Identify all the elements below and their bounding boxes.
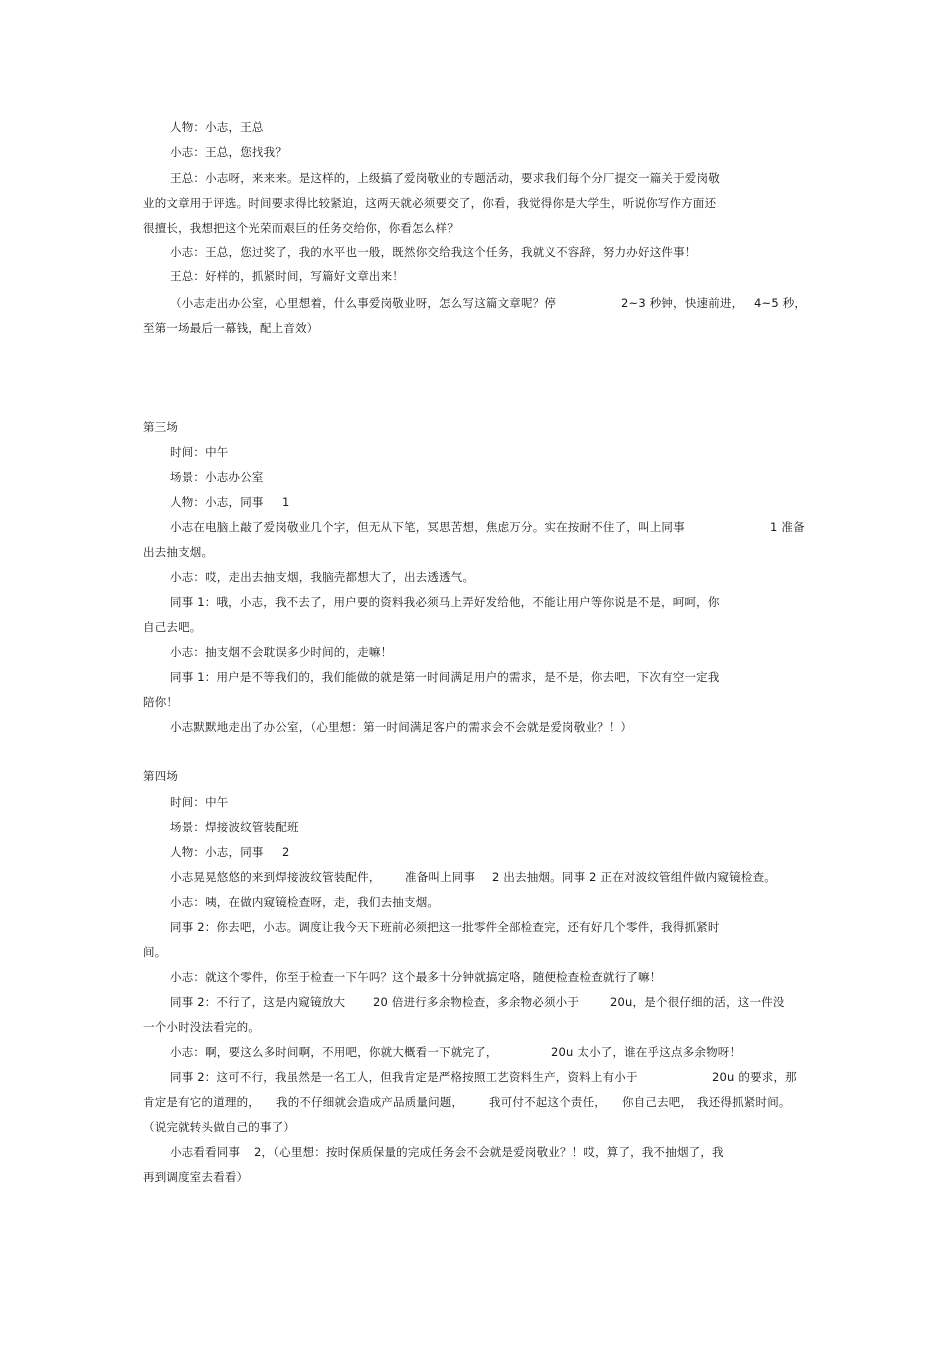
stage-direction: （说完就转头做自己的事了） [143,1120,296,1134]
dialogue-line: 间。 [143,945,167,959]
dialogue-line: 很擅长，我想把这个光荣而艰巨的任务交给你，你看怎么样？ [143,221,459,235]
dialogue-line: 小志：就这个零件，你至于检查一下午吗？这个最多十分钟就搞定咯，随便检查检查就行了嘛！ [170,970,662,984]
dialogue-line: 一个小时没法看完的。 [143,1020,260,1034]
narration-line-part: 1 准备 [770,520,805,534]
dialogue-line-part: 我还得抓紧时间。 [697,1095,791,1109]
narration-line: 小志晃晃悠悠的来到焊接波纹管装配件， [170,870,381,884]
dialogue-line: 小志：咦，在做内窥镜检查呀，走，我们去抽支烟。 [170,895,440,909]
scene-heading: 第三场 [143,420,179,434]
stage-direction-part: 4~5 秒， [754,296,807,310]
characters-line: 人物：小志，同事 [170,495,264,509]
dialogue-line: 小志：抽支烟不会耽误多少时间的，走嘛！ [170,645,393,659]
dialogue-line: 陪你！ [143,695,179,709]
stage-direction: 至第一场最后一幕钱，配上音效） [143,321,319,335]
dialogue-line: 同事 2：这可不行，我虽然是一名工人，但我肯定是严格按照工艺资料生产，资料上有小于 [170,1070,638,1084]
scene-time: 时间：中午 [170,445,229,459]
dialogue-line: 同事 2：不行了，这是内窥镜放大 [170,995,346,1009]
dialogue-line-part: 你自己去吧， [622,1095,693,1109]
stage-direction-part: 2~3 秒钟，快速前进， [621,296,744,310]
dialogue-line-part: 20u 太小了，谁在乎这点多余物呀！ [551,1045,742,1059]
dialogue-line: 王总：小志呀，来来来。是这样的，上级搞了爱岗敬业的专题活动，要求我们每个分厂提交一篇关于爱岗敬 [170,171,720,185]
narration-line-part: 2，（心里想：按时保质保量的完成任务会不会就是爱岗敬业？！哎，算了，我不抽烟了，我 [254,1145,724,1159]
characters-line: 人物：小志，王总 [170,120,264,134]
dialogue-line: 同事 2：你去吧，小志。调度让我今天下班前必须把这一批零件全部检查完，还有好几个零件，我得抓紧时 [170,920,720,934]
dialogue-line: 小志：哎，走出去抽支烟，我脑壳都想大了，出去透透气。 [170,570,475,584]
narration-line: 小志在电脑上敲了爱岗敬业几个字，但无从下笔，冥思苦想，焦虑万分。实在按耐不住了，叫上同事 [170,520,685,534]
dialogue-line-part: 我的不仔细就会造成产品质量问题， [276,1095,464,1109]
stage-direction: （小志走出办公室，心里想着，什么事爱岗敬业呀，怎么写这篇文章呢？停 [170,296,557,310]
characters-line-part: 2 [282,845,290,859]
dialogue-line: 小志：王总，您过奖了，我的水平也一般，既然你交给我这个任务，我就义不容辞，努力办好这件事！ [170,245,697,259]
dialogue-line: 肯定是有它的道理的， [143,1095,260,1109]
dialogue-line: 小志：啊，要这么多时间啊，不用吧，你就大概看一下就完了， [170,1045,498,1059]
scene-place: 场景：小志办公室 [170,470,264,484]
dialogue-line: 同事 1：用户是不等我们的，我们能做的就是第一时间满足用户的需求，是不是，你去吧，下次有空一定我 [170,670,720,684]
dialogue-line: 业的文章用于评选。时间要求得比较紧迫，这两天就必须要交了，你看，我觉得你是大学生，听说你写作方面还 [143,196,717,210]
dialogue-line: 小志：王总，您找我？ [170,145,287,159]
characters-line-part: 1 [282,495,290,509]
dialogue-line-part: 20 倍进行多余物检查，多余物必须小于 [373,995,580,1009]
scene-place: 场景：焊接波纹管装配班 [170,820,299,834]
dialogue-line: 同事 1：哦，小志，我不去了，用户要的资料我必须马上弄好发给他，不能让用户等你说是不是，呵呵，你 [170,595,720,609]
narration-line: 出去抽支烟。 [143,545,214,559]
narration-line: 小志看看同事 [170,1145,241,1159]
narration-line: 再到调度室去看看） [143,1170,249,1184]
dialogue-line-part: 20u，是个很仔细的活，这一件没 [610,995,785,1009]
dialogue-line: 自己去吧。 [143,620,202,634]
characters-line: 人物：小志，同事 [170,845,264,859]
dialogue-line: 王总：好样的，抓紧时间，写篇好文章出来！ [170,269,404,283]
scene-time: 时间：中午 [170,795,229,809]
dialogue-line-part: 我可付不起这个责任， [489,1095,606,1109]
narration-line-part: 2 出去抽烟。同事 2 正在对波纹管组件做内窥镜检查。 [492,870,776,884]
narration-line: 小志默默地走出了办公室，（心里想：第一时间满足客户的需求会不会就是爱岗敬业？！） [170,720,633,734]
scene-heading: 第四场 [143,769,179,783]
dialogue-line-part: 20u 的要求，那 [712,1070,797,1084]
narration-line-part: 准备叫上同事 [405,870,476,884]
